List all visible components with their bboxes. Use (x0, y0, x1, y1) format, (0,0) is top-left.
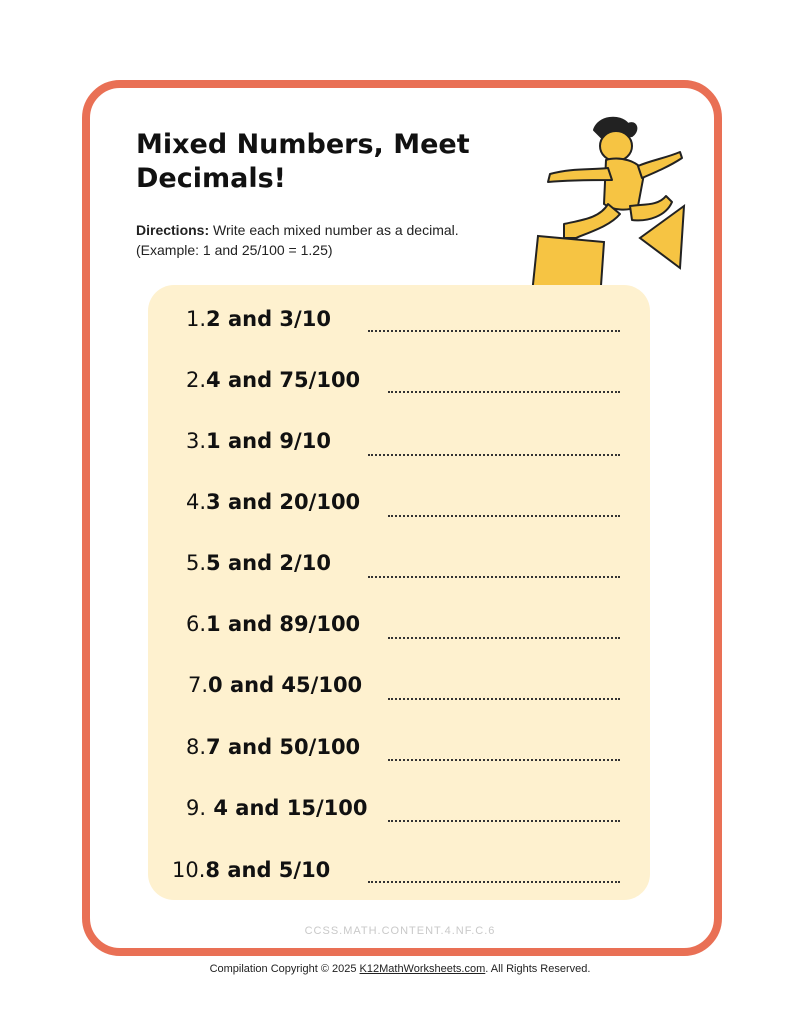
problem-number: 3. (186, 429, 207, 453)
running-person-illustration (520, 108, 700, 308)
problem-expression: 1 and 89/100 (206, 612, 361, 636)
directions-example: (Example: 1 and 25/100 = 1.25) (136, 242, 333, 258)
answer-line[interactable] (388, 391, 620, 393)
problem-number: 10. (172, 858, 206, 882)
problem-expression: 4 and 15/100 (206, 796, 368, 820)
problem-item (186, 727, 360, 767)
problem-item (186, 604, 360, 644)
answer-line[interactable] (388, 637, 620, 639)
answer-line[interactable] (368, 454, 620, 456)
standard-code: CCSS.MATH.CONTENT.4.NF.C.6 (304, 925, 496, 937)
answer-line[interactable] (388, 515, 620, 517)
answer-line[interactable] (368, 881, 620, 883)
footer-prefix: Compilation Copyright © 2025 (209, 963, 360, 975)
problem-item (186, 421, 331, 461)
problem-expression: 3 and 20/100 (206, 490, 361, 514)
problem-item (172, 850, 330, 890)
worksheet-title: Mixed Numbers, Meet Decimals! (136, 129, 470, 194)
copyright-footer (0, 963, 800, 975)
problem-expression: 5 and 2/10 (206, 551, 331, 575)
footer-link[interactable]: K12MathWorksheets.com (359, 963, 486, 975)
problem-item (186, 482, 360, 522)
problem-expression: 7 and 50/100 (206, 735, 361, 759)
answer-line[interactable] (368, 330, 620, 332)
answer-line[interactable] (388, 820, 620, 822)
problem-number: 6. (186, 612, 207, 636)
footer-suffix: . All Rights Reserved. (485, 963, 591, 975)
problem-expression: 4 and 75/100 (206, 368, 361, 392)
problem-expression: 2 and 3/10 (206, 307, 331, 331)
problem-number: 9. (186, 796, 207, 820)
problem-number: 4. (186, 490, 207, 514)
problem-expression: 8 and 5/10 (205, 858, 331, 882)
directions (136, 220, 556, 260)
problem-number: 1. (186, 307, 207, 331)
directions-label: Directions: (136, 222, 210, 238)
problem-item (186, 543, 331, 583)
problem-item (186, 299, 331, 339)
problem-item (186, 788, 367, 828)
answer-line[interactable] (388, 698, 620, 700)
problem-number: 5. (186, 551, 207, 575)
directions-text: Write each mixed number as a decimal. (209, 222, 459, 238)
problem-number: 2. (186, 368, 207, 392)
answer-line[interactable] (388, 759, 620, 761)
problem-number: 7. (188, 673, 209, 697)
answer-line[interactable] (368, 576, 620, 578)
problem-number: 8. (186, 735, 207, 759)
problem-item (186, 360, 360, 400)
problem-item (188, 665, 362, 705)
problem-expression: 1 and 9/10 (206, 429, 331, 453)
problem-expression: 0 and 45/100 (208, 673, 363, 697)
